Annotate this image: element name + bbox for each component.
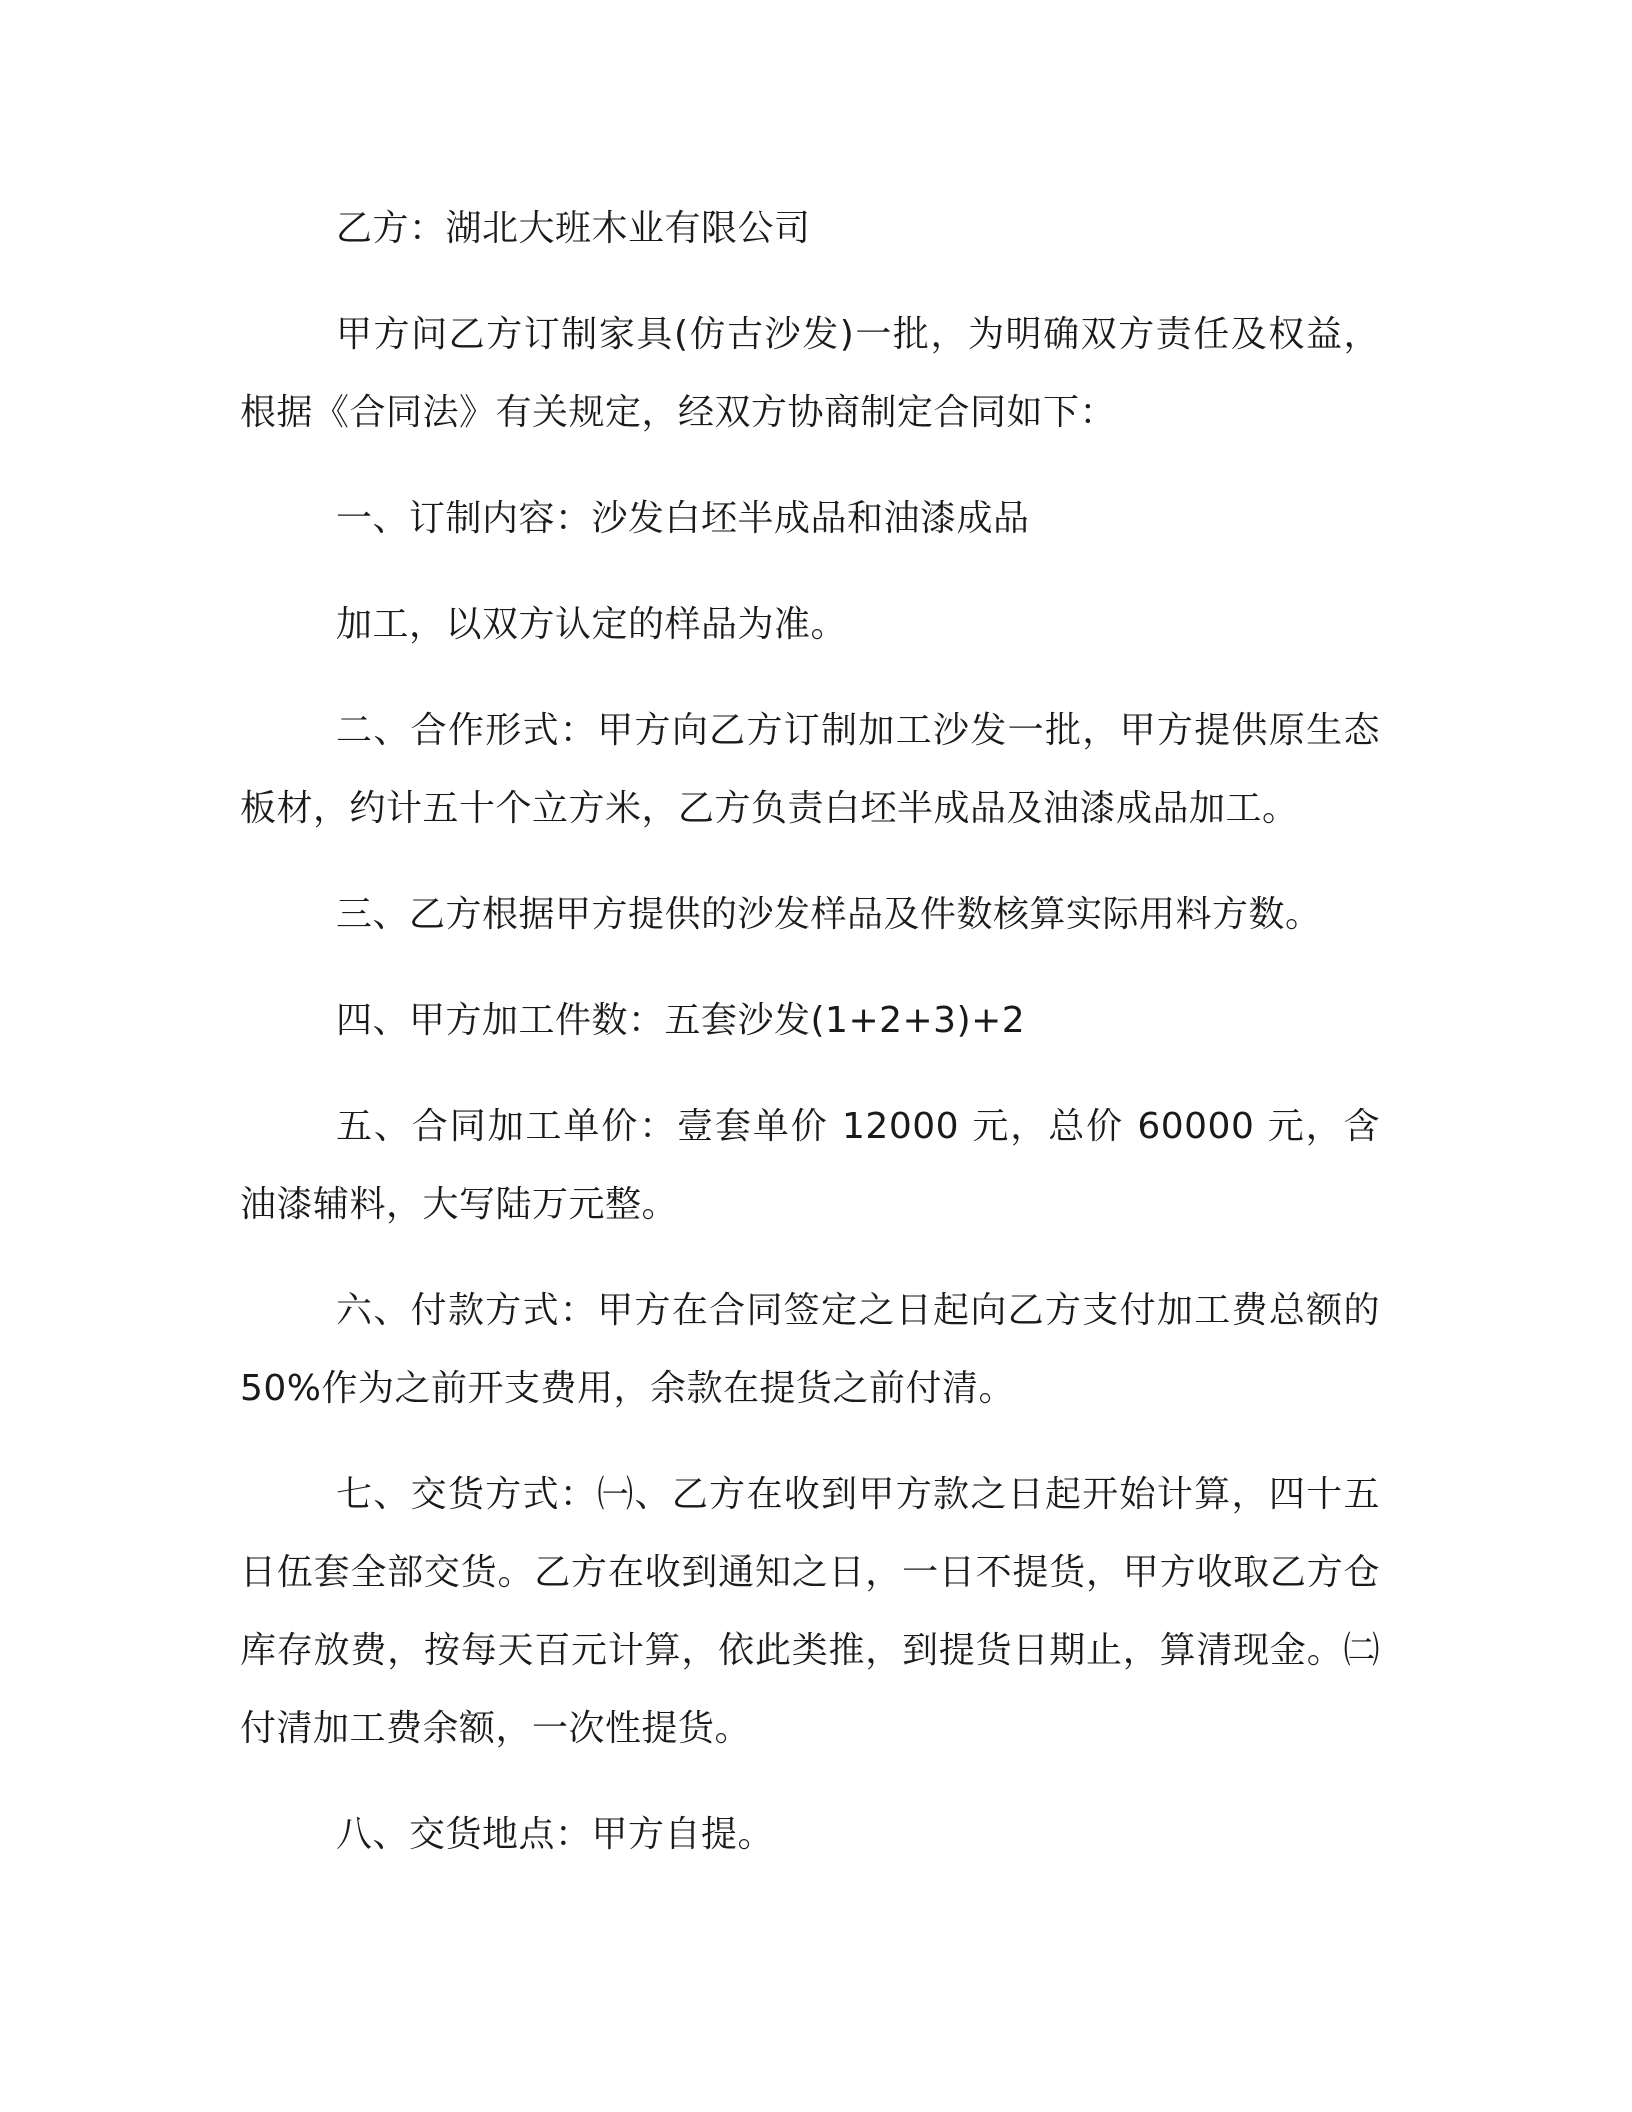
party-b-line: 乙方：湖北大班木业有限公司 (336, 208, 811, 249)
document-page (240, 190, 1380, 1902)
preamble-paragraph: 甲方问乙方订制家具(仿古沙发)一批，为明确双方责任及权益，根据《合同法》有关规定，经双方协商制定合同如下： (240, 314, 1380, 433)
clause-2-cooperation: 二、合作形式：甲方向乙方订制加工沙发一批，甲方提供原生态板材，约计五十个立方米，乙方负责白坯半成品及油漆成品加工。 (240, 710, 1380, 829)
clause-3-material: 三、乙方根据甲方提供的沙发样品及件数核算实际用料方数。 (336, 894, 1322, 935)
clause-1-content: 一、订制内容：沙发白坯半成品和油漆成品 (336, 498, 1030, 539)
clause-6-payment: 六、付款方式：甲方在合同签定之日起向乙方支付加工费总额的50%作为之前开支费用，余款在提货之前付清。 (240, 1290, 1380, 1409)
clause-1-continuation: 加工，以双方认定的样品为准。 (336, 604, 848, 645)
clause-4-quantity: 四、甲方加工件数：五套沙发(1+2+3)+2 (336, 1000, 1026, 1041)
clause-5-price: 五、合同加工单价：壹套单价 12000 元，总价 60000 元，含油漆辅料，大写陆万元整。 (240, 1106, 1380, 1225)
clause-7-delivery: 七、交货方式：㈠、乙方在收到甲方款之日起开始计算，四十五日伍套全部交货。乙方在收到通知之日，一日不提货，甲方收取乙方仓库存放费，按每天百元计算，依此类推，到提货日期止，算清现金。㈡付清加工费余额，一次性提货。 (240, 1474, 1380, 1749)
clause-8-location: 八、交货地点：甲方自提。 (336, 1814, 775, 1855)
